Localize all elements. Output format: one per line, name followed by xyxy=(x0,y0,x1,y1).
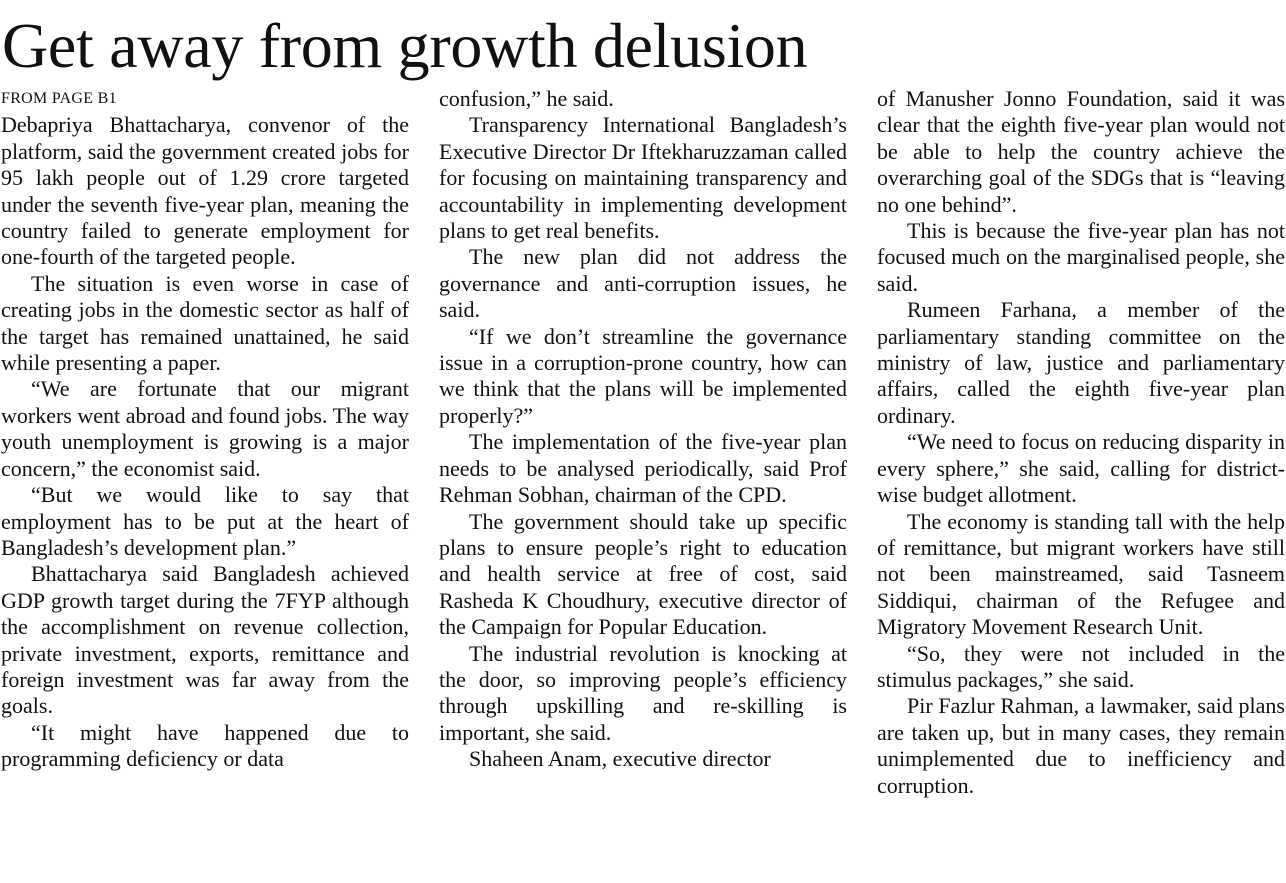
paragraph: The situation is even worse in case of creating jobs in the domestic sector as half of the target has remained unattained, he said while presenting a paper. xyxy=(1,270,409,376)
paragraph: Rumeen Farhana, a member of the parliamentary standing committee on the ministry of law, justice and parliamentary affairs, called the eighth five-year plan ordinary. xyxy=(877,297,1285,428)
paragraph: Shaheen Anam, executive director xyxy=(469,746,771,772)
paragraph: The government should take up specific plans to ensure people’s right to education and health service at free of cost, said Rasheda K Choudhury, executive director of the Campaign for Popular Education. xyxy=(439,508,847,640)
paragraph: The industrial revolution is knocking at the door, so improving people’s efficiency through upskilling and re-skilling is important, she said. xyxy=(439,640,847,745)
headline: Get away from growth delusion xyxy=(2,10,808,81)
paragraph: Bhattacharya said Bangladesh achieved GDP growth target during the 7FYP although the accomplishment on revenue collection, private investment, exports, remittance and foreign investment was far away from the goals. xyxy=(1,561,409,719)
article-column-2 xyxy=(439,86,847,773)
paragraph: Debapriya Bhattacharya, convenor of the platform, said the government created jobs for 95 lakh people out of 1.29 crore targeted under the seventh five-year plan, meaning the country failed to generate employment for one-fourth of the targeted people. xyxy=(1,112,409,270)
paragraph: “But we would like to say that employment has to be put at the heart of Bangladesh’s development plan.” xyxy=(1,482,409,560)
article-column-1 xyxy=(1,86,409,773)
paragraph: of Manusher Jonno Foundation, said it was clear that the eighth five-year plan would not be able to help the country achieve the overarching goal of the SDGs that is “leaving no one behind”. xyxy=(877,86,1285,217)
paragraph: The implementation of the five-year plan needs to be analysed periodically, said Prof Rehman Sobhan, chairman of the CPD. xyxy=(439,429,847,508)
paragraph: “So, they were not included in the stimulus packages,” she said. xyxy=(877,640,1285,692)
paragraph: “We are fortunate that our migrant workers went abroad and found jobs. The way youth unemployment is growing is a major concern,” the economist said. xyxy=(1,376,409,481)
paragraph: Transparency International Bangladesh’s Executive Director Dr Iftekharuzzaman called for focusing on maintaining transparency and accountability in implementing development plans to get real benefits. xyxy=(439,112,847,244)
paragraph: “We need to focus on reducing disparity in every sphere,” she said, calling for district-wise budget allotment. xyxy=(877,429,1285,508)
paragraph: confusion,” he said. xyxy=(439,86,614,111)
paragraph: “It might have happened due to programming deficiency or data xyxy=(1,719,409,772)
article-column-3 xyxy=(877,86,1285,799)
continued-from-label: FROM PAGE B1 xyxy=(1,90,117,107)
paragraph: The economy is standing tall with the help of remittance, but migrant workers have still not been mainstreamed, said Tasneem Siddiqui, chairman of the Refugee and Migratory Movement Research Unit. xyxy=(877,508,1285,640)
paragraph: The new plan did not address the governance and anti-corruption issues, he said. xyxy=(439,244,847,323)
paragraph: This is because the five-year plan has not focused much on the marginalised people, she said. xyxy=(877,218,1285,296)
paragraph: “If we don’t streamline the governance issue in a corruption-prone country, how can we think that the plans will be implemented properly?” xyxy=(439,323,847,428)
paragraph: Pir Fazlur Rahman, a lawmaker, said plans are taken up, but in many cases, they remain unimplemented due to inefficiency and corruption. xyxy=(877,693,1285,798)
